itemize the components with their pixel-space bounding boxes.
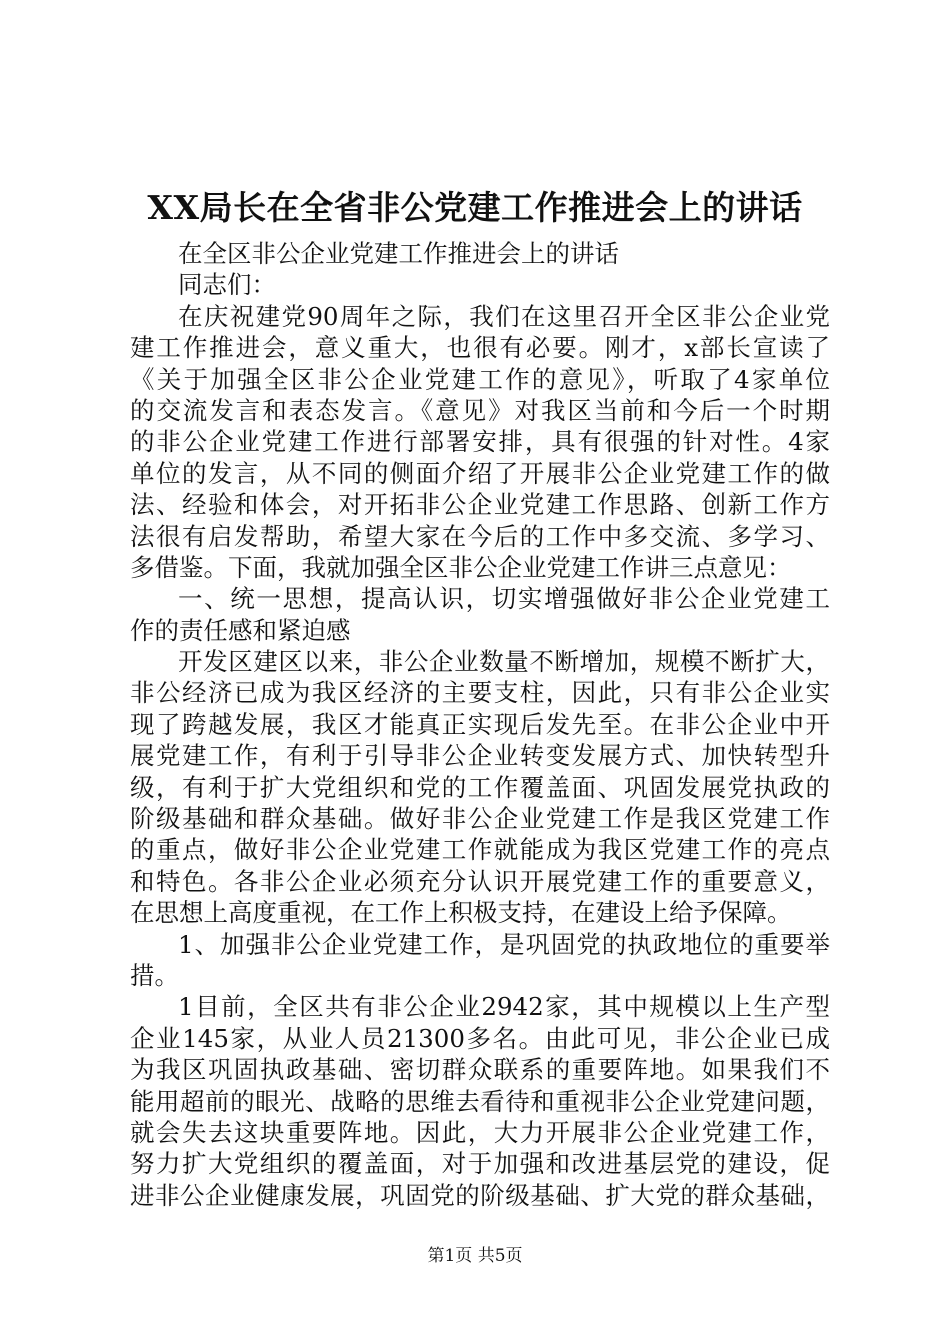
document-body	[130, 238, 830, 1211]
document-title: XX局长在全省非公党建工作推进会上的讲话	[147, 188, 803, 227]
body-line: 级，有利于扩大党组织和党的工作覆盖面、巩固发展党执政的	[130, 772, 830, 802]
body-line: 能用超前的眼光、战略的思维去看待和重视非公企业党建问题，	[130, 1086, 830, 1116]
body-line: 和特色。各非公企业必须充分认识开展党建工作的重要意义，	[130, 866, 830, 896]
body-line: 展党建工作，有利于引导非公企业转变发展方式、加快转型升	[130, 741, 830, 771]
body-line: 的交流发言和表态发言。《意见》对我区当前和今后一个时期	[130, 395, 830, 425]
body-line: 1目前，全区共有非公企业2942家，其中规模以上生产型	[178, 992, 830, 1022]
body-line: 在庆祝建党90周年之际，我们在这里召开全区非公企业党	[178, 301, 830, 331]
body-line: 在全区非公企业党建工作推进会上的讲话	[178, 239, 619, 268]
body-line: 单位的发言，从不同的侧面介绍了开展非公企业党建工作的做	[130, 458, 830, 488]
body-line: 1、加强非公企业党建工作，是巩固党的执政地位的重要举	[178, 929, 830, 959]
body-line: 努力扩大党组织的覆盖面，对于加强和改进基层党的建设，促	[130, 1149, 830, 1179]
body-line: 现了跨越发展，我区才能真正实现后发先至。在非公企业中开	[130, 709, 830, 739]
page-indicator: 第1页 共5页	[427, 1246, 523, 1266]
body-line: 就会失去这块重要阵地。因此，大力开展非公企业党建工作，	[130, 1117, 830, 1147]
body-line: 非公经济已成为我区经济的主要支柱，因此，只有非公企业实	[130, 678, 830, 708]
body-line: 一、统一思想，提高认识，切实增强做好非公企业党建工	[178, 584, 830, 614]
body-line: 企业145家，从业人员21300多名。由此可见，非公企业已成	[130, 1023, 830, 1053]
body-line: 法很有启发帮助，希望大家在今后的工作中多交流、多学习、	[130, 521, 830, 551]
body-line: 建工作推进会，意义重大，也很有必要。刚才，x部长宣读了	[130, 333, 830, 363]
body-line: 法、经验和体会，对开拓非公企业党建工作思路、创新工作方	[130, 490, 830, 520]
body-line: 《关于加强全区非公企业党建工作的意见》，听取了4家单位	[130, 364, 830, 394]
body-line: 同志们：	[178, 270, 276, 300]
body-line: 措。	[130, 960, 179, 990]
body-line: 进非公企业健康发展，巩固党的阶级基础、扩大党的群众基础，	[130, 1180, 830, 1210]
body-line: 开发区建区以来，非公企业数量不断增加，规模不断扩大，	[178, 647, 830, 677]
body-line: 作的责任感和紧迫感	[130, 615, 351, 645]
body-line: 为我区巩固执政基础、密切群众联系的重要阵地。如果我们不	[130, 1055, 830, 1085]
body-line: 的非公企业党建工作进行部署安排，具有很强的针对性。4家	[130, 427, 830, 457]
body-line: 多借鉴。下面，我就加强全区非公企业党建工作讲三点意见：	[130, 552, 792, 582]
body-line: 在思想上高度重视，在工作上积极支持，在建设上给予保障。	[130, 898, 792, 928]
body-line: 阶级基础和群众基础。做好非公企业党建工作是我区党建工作	[130, 804, 830, 834]
body-line: 的重点，做好非公企业党建工作就能成为我区党建工作的亮点	[130, 835, 830, 865]
